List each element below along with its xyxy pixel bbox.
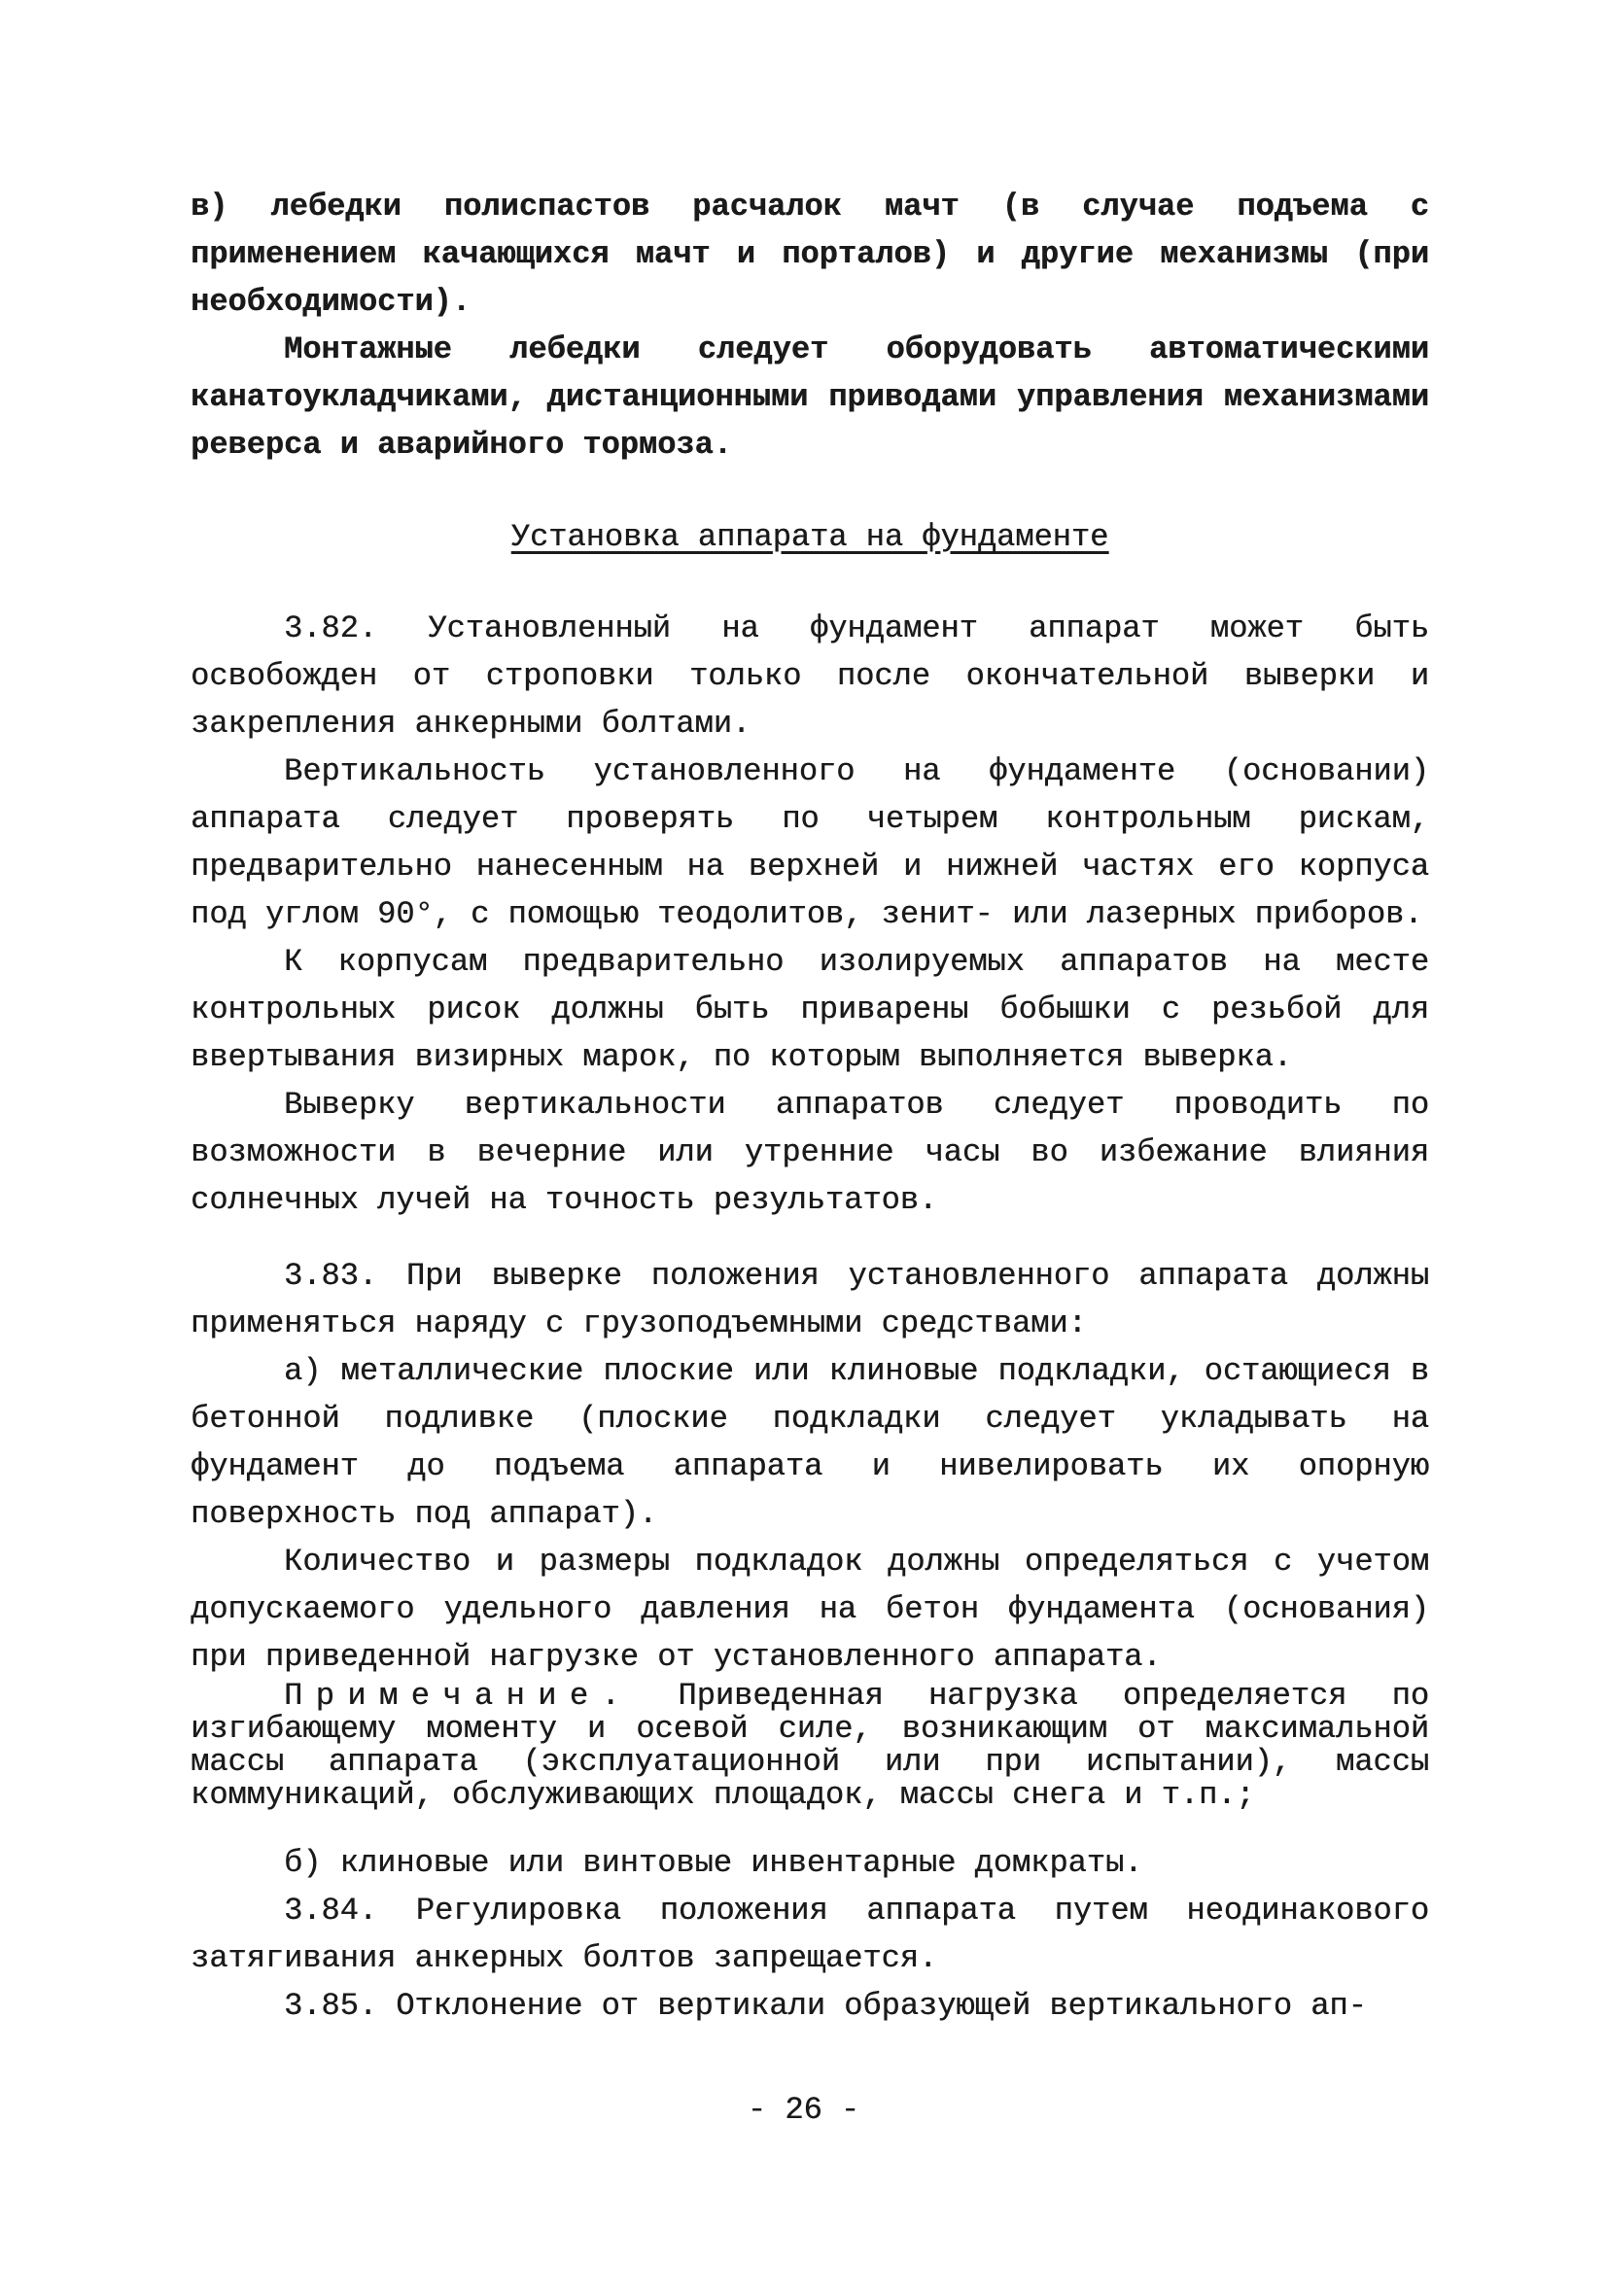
note-label: Примечание. [284, 1678, 634, 1714]
paragraph-3-83: 3.83. При выверке положения установленного аппарата должны применяться наряду с грузоподъемными средствами: [191, 1258, 1429, 1341]
paragraph-item-b: б) клиновые или винтовые инвентарные домкраты. [284, 1845, 1143, 1881]
paragraph-alignment-time: Выверку вертикальности аппаратов следует проводить по возможности в вечерние или утренние часы во избежание влияния солнечных лучей на точность результатов. [191, 1087, 1429, 1218]
paragraph-3-82: 3.82. Установленный на фундамент аппарат может быть освобожден от строповки только после окончательной выверки и закрепления анкерными болтами. [191, 610, 1429, 742]
paragraph-3-85: 3.85. Отклонение от вертикали образующей вертикального ап- [284, 1988, 1367, 2024]
page-number: - 26 - [747, 2092, 860, 2128]
paragraph-3-84: 3.84. Регулировка положения аппарата путем неодинакового затягивания анкерных болтов запрещается. [191, 1893, 1429, 1976]
note-block [191, 1680, 1429, 1812]
paragraph-verticality: Вертикальность установленного на фундаменте (основании) аппарата следует проверять по четырем контрольным рискам, предварительно нанесенным на верхней и нижней частях его корпуса под углом 90°, с помощью теодолитов, зенит- или лазерных приборов. [191, 753, 1429, 932]
paragraph-shim-count: Количество и размеры подкладок должны определяться с учетом допускаемого удельного давления на бетон фундамента (основания) при приведенной нагрузке от установленного аппарата. [191, 1544, 1429, 1675]
section-heading: Установка аппарата на фундаменте [510, 519, 1109, 555]
paragraph-item-a: а) металлические плоские или клиновые подкладки, остающиеся в бетонной подливке (плоские подкладки следует укладывать на фундамент до подъема аппарата и нивелировать их опорную поверхность под аппарат). [191, 1353, 1429, 1532]
note-text: Приведенная нагрузка определяется по изгибающему моменту и осевой силе, возникающим от максимальной массы аппарата (эксплуатационной или при испытании), массы коммуникаций, обслуживающих площадок, массы снега и т.п.; [191, 1678, 1430, 1813]
paragraph-bosses: К корпусам предварительно изолируемых аппаратов на месте контрольных рисок должны быть приварены бобышки с резьбой для ввертывания визирных марок, по которым выполняется выверка. [191, 944, 1429, 1075]
paragraph-winches: в) лебедки полиспастов расчалок мачт (в случае подъема с применением качающихся мачт и порталов) и другие механизмы (при необходимости). [191, 189, 1429, 320]
paragraph-winch-equipment: Монтажные лебедки следует оборудовать автоматическими канатоукладчиками, дистанционными приводами управления механизмами реверса и аварийного тормоза. [191, 331, 1429, 463]
